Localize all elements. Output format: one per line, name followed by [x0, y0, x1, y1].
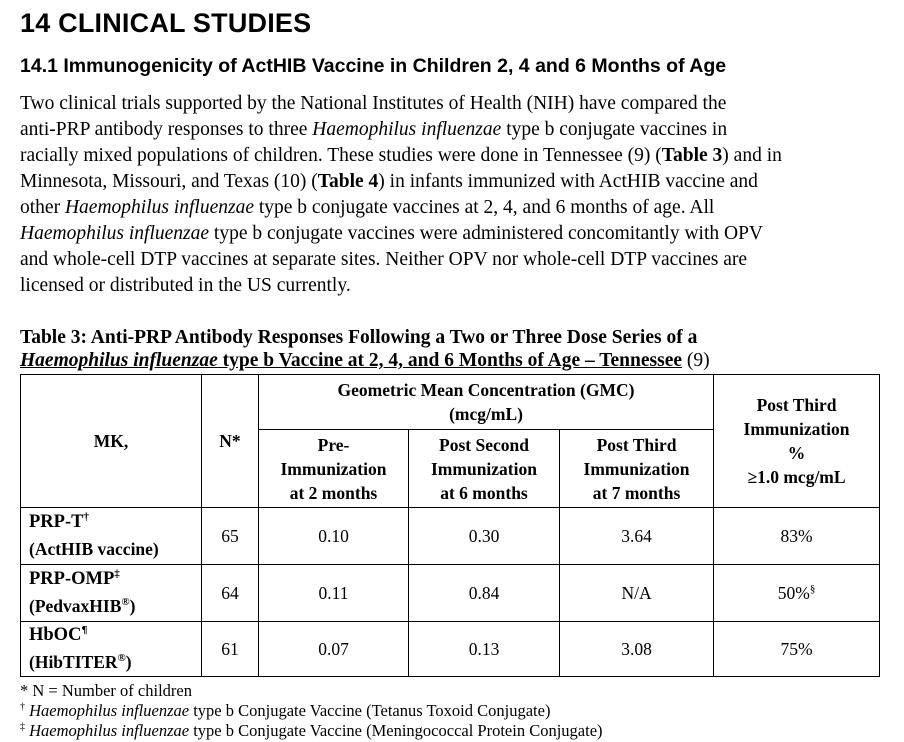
pre-cell: 0.07 — [259, 622, 409, 677]
table-3-reference: Table 3 — [661, 145, 723, 166]
immunogenicity-table — [20, 374, 880, 677]
table-header-row — [21, 375, 880, 430]
percent-cell: 83% — [714, 508, 880, 565]
paragraph-line: other Haemophilus influenzae type b conjugate vaccines at 2, 4, and 6 months of age. All — [20, 197, 715, 218]
subsection-title: 14.1 Immunogenicity of ActHIB Vaccine in Children 2, 4 and 6 Months of Age — [20, 55, 727, 77]
pre-cell: 0.11 — [259, 565, 409, 622]
table-row — [21, 622, 880, 677]
header-n: N* — [202, 375, 259, 508]
post-second-cell: 0.13 — [409, 622, 560, 677]
paragraph-line: licensed or distributed in the US currently. — [20, 275, 351, 296]
header-post-second: Post Second Immunization at 6 months — [409, 430, 560, 508]
header-gmc: Geometric Mean Concentration (GMC) (mcg/mL) — [259, 375, 714, 430]
table-4-reference: Table 4 — [317, 171, 379, 192]
table-caption: Table 3: Anti-PRP Antibody Responses Following a Two or Three Dose Series of a Haemophilus influenzae type b Vaccine at 2, 4, and 6 Months of Age – Tennessee (9) — [20, 327, 710, 371]
table-row — [21, 508, 880, 565]
paragraph-line: Haemophilus influenzae type b conjugate vaccines were administered concomitantly with OPV — [20, 223, 763, 244]
vaccine-cell: PRP-OMP‡ (PedvaxHIB®) — [21, 565, 202, 622]
header-post-third-percent: Post Third Immunization % ≥1.0 mcg/mL — [714, 375, 880, 508]
paragraph-line: and whole-cell DTP vaccines at separate sites. Neither OPV nor whole-cell DTP vaccines are — [20, 249, 748, 270]
footnote: * N = Number of children — [20, 681, 192, 700]
table-row — [21, 565, 880, 622]
n-cell: 64 — [202, 565, 259, 622]
n-cell: 61 — [202, 622, 259, 677]
post-third-cell: 3.64 — [560, 508, 714, 565]
body-paragraph — [20, 91, 900, 299]
footnote: ‡ Haemophilus influenzae type b Conjugate Vaccine (Meningococcal Protein Conjugate) — [20, 721, 603, 740]
vaccine-cell: HbOC¶ (HibTITER®) — [21, 622, 202, 677]
post-second-cell: 0.30 — [409, 508, 560, 565]
header-mk: MK, — [21, 375, 202, 508]
header-post-third: Post Third Immunization at 7 months — [560, 430, 714, 508]
footnotes — [20, 681, 603, 741]
post-second-cell: 0.84 — [409, 565, 560, 622]
vaccine-cell: PRP-T† (ActHIB vaccine) — [21, 508, 202, 565]
footnote: † Haemophilus influenzae type b Conjugate Vaccine (Tetanus Toxoid Conjugate) — [20, 701, 551, 720]
post-third-cell: 3.08 — [560, 622, 714, 677]
paragraph-line: racially mixed populations of children. These studies were done in Tennessee (9) (Table 3) and in — [20, 145, 782, 166]
percent-cell: 50%§ — [714, 565, 880, 622]
paragraph-line: Two clinical trials supported by the National Institutes of Health (NIH) have compared the — [20, 93, 727, 114]
paragraph-line: anti-PRP antibody responses to three Haemophilus influenzae type b conjugate vaccines in — [20, 119, 728, 140]
pre-cell: 0.10 — [259, 508, 409, 565]
n-cell: 65 — [202, 508, 259, 565]
paragraph-line: Minnesota, Missouri, and Texas (10) (Table 4) in infants immunized with ActHIB vaccine and — [20, 171, 758, 192]
section-title: 14 CLINICAL STUDIES — [20, 8, 312, 38]
post-third-cell: N/A — [560, 565, 714, 622]
header-pre-immunization: Pre- Immunization at 2 months — [259, 430, 409, 508]
percent-cell: 75% — [714, 622, 880, 677]
